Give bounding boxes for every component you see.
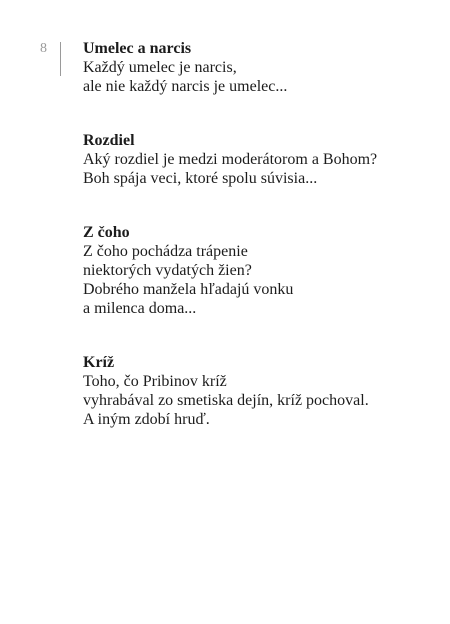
poem-title: Z čoho (83, 224, 130, 241)
poem-z-coho (83, 223, 433, 318)
poem-line: Z čoho pochádza trápenie (83, 243, 248, 260)
poem-umelec-a-narcis (83, 39, 433, 96)
margin-rule (60, 42, 61, 76)
poem-line: Toho, čo Pribinov kríž (83, 373, 227, 390)
poem-title: Kríž (83, 354, 115, 371)
poem-line: vyhrabával zo smetiska dejín, kríž pochoval. (83, 392, 369, 409)
poem-line: Každý umelec je narcis, (83, 59, 237, 76)
poem-line: Dobrého manžela hľadajú vonku (83, 281, 294, 298)
poem-title: Umelec a narcis (83, 40, 192, 57)
poem-line: niektorých vydatých žien? (83, 262, 252, 279)
poem-line: Aký rozdiel je medzi moderátorom a Bohom? (83, 151, 378, 168)
poem-line: A iným zdobí hruď. (83, 411, 210, 428)
poem-title: Rozdiel (83, 132, 135, 149)
poem-line: a milenca doma... (83, 300, 197, 317)
poem-line: Boh spája veci, ktoré spolu súvisia... (83, 170, 318, 187)
page-number: 8 (40, 41, 47, 56)
poem-list (83, 39, 433, 429)
poem-rozdiel (83, 131, 433, 188)
poem-line: ale nie každý narcis je umelec... (83, 78, 288, 95)
poem-kriz (83, 353, 433, 429)
